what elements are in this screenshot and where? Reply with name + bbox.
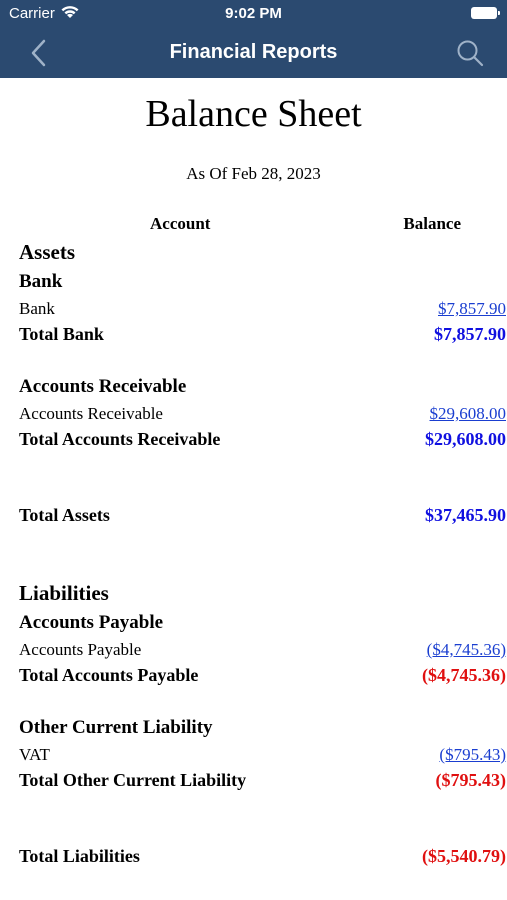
account-balance-link[interactable]: ($795.43) xyxy=(439,745,506,764)
column-header-balance: Balance xyxy=(403,214,461,233)
subsection-heading: Bank xyxy=(19,271,63,292)
subsection-heading: Accounts Payable xyxy=(19,612,164,633)
total-value: $29,608.00 xyxy=(425,429,506,449)
subsection-heading: Accounts Receivable xyxy=(19,376,187,397)
section-heading: Liabilities xyxy=(19,581,109,605)
battery-icon xyxy=(471,7,497,19)
report-date: As Of Feb 28, 2023 xyxy=(186,164,321,183)
total-label: Total Assets xyxy=(19,505,110,525)
account-label: VAT xyxy=(19,745,50,764)
status-time: 9:02 PM xyxy=(225,5,282,22)
total-label: Total Bank xyxy=(19,324,104,344)
navigation-bar xyxy=(0,28,507,78)
account-balance-link[interactable]: ($4,745.36) xyxy=(426,640,506,659)
carrier-label: Carrier xyxy=(9,5,55,22)
total-label: Total Accounts Payable xyxy=(19,665,199,685)
status-bar xyxy=(0,0,507,28)
total-label: Total Accounts Receivable xyxy=(19,429,221,449)
account-balance-link[interactable]: $29,608.00 xyxy=(429,404,506,423)
total-value: ($4,745.36) xyxy=(422,665,506,685)
total-value: ($795.43) xyxy=(435,770,506,790)
nav-title: Financial Reports xyxy=(169,41,338,63)
search-button[interactable] xyxy=(455,38,485,68)
account-label: Accounts Payable xyxy=(19,640,142,659)
total-value: $7,857.90 xyxy=(434,324,506,344)
account-balance-link[interactable]: $7,857.90 xyxy=(438,299,506,318)
report-title: Balance Sheet xyxy=(145,93,362,135)
total-value: ($5,540.79) xyxy=(422,846,506,866)
total-label: Total Other Current Liability xyxy=(19,770,247,790)
account-label: Accounts Receivable xyxy=(19,404,163,423)
section-heading: Assets xyxy=(19,240,75,264)
subsection-heading: Other Current Liability xyxy=(19,717,213,738)
column-header-account: Account xyxy=(150,214,211,233)
account-label: Bank xyxy=(19,299,55,318)
total-label: Total Liabilities xyxy=(19,846,140,866)
search-icon xyxy=(455,38,485,68)
total-value: $37,465.90 xyxy=(425,505,506,525)
